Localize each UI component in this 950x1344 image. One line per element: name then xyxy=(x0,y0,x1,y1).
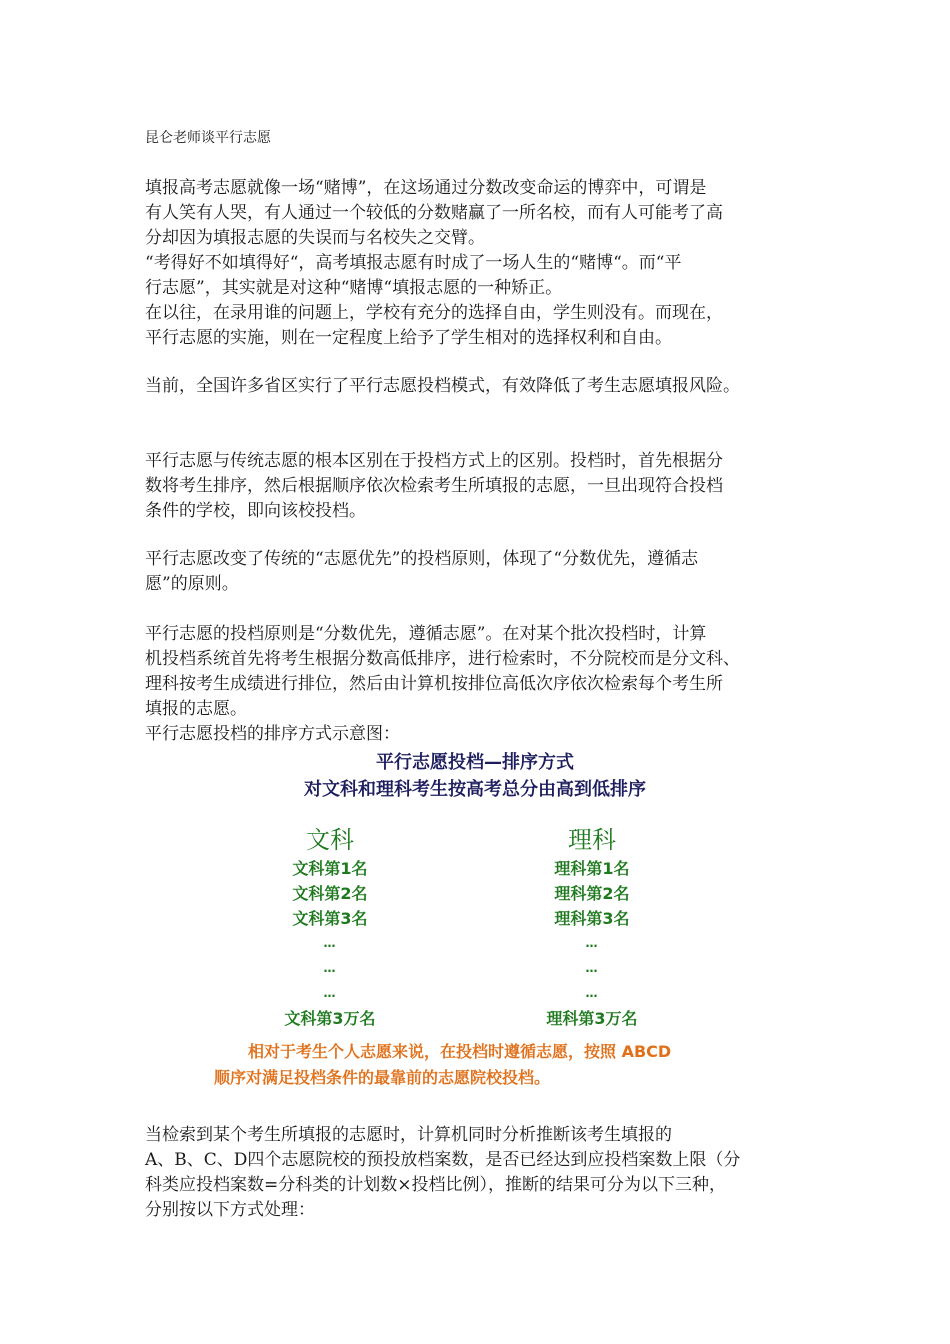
text-line: 科类应投档案数=分科类的计划数×投档比例），推断的结果可分为以下三种， xyxy=(145,1175,726,1195)
text-line: A、B、C、D四个志愿院校的预投放档案数，是否已经达到应投档案数上限（分 xyxy=(145,1150,741,1170)
text-line: 填报的志愿。 xyxy=(145,699,247,719)
column-header: 文科 xyxy=(306,826,354,854)
text-line: 平行志愿投档的排序方式示意图： xyxy=(145,724,400,744)
diagram-title: 平行志愿投档—排序方式 xyxy=(376,752,574,773)
diagram-note-line1: 相对于考生个人志愿来说，在投档时遵循志愿，按照 ABCD xyxy=(248,1042,672,1061)
rank-row: 理科第3名 xyxy=(554,909,630,928)
text-line: 当检索到某个考生所填报的志愿时，计算机同时分析推断该考生填报的 xyxy=(145,1125,672,1145)
text-line: 平行志愿与传统志愿的根本区别在于投档方式上的区别。投档时，首先根据分 xyxy=(145,451,723,471)
text-line: 分却因为填报志愿的失误而与名校失之交臂。 xyxy=(145,228,485,248)
text-line: 平行志愿的投档原则是“分数优先，遵循志愿”。在对某个批次投档时，计算 xyxy=(145,624,707,644)
text-line: 条件的学校，即向该校投档。 xyxy=(145,501,366,521)
rank-row: 文科第2名 xyxy=(292,884,368,903)
sorting-diagram xyxy=(210,750,770,1090)
text-line: “考得好不如填得好“，高考填报志愿有时成了一场人生的“赌博“。而“平 xyxy=(145,253,682,273)
science-column xyxy=(517,824,667,1031)
rank-row: 文科第3名 xyxy=(292,909,368,928)
text-line: 在以往，在录用谁的问题上，学校有充分的选择自由，学生则没有。而现在， xyxy=(145,303,723,323)
liberal-arts-column xyxy=(255,824,405,1031)
paragraph-intro xyxy=(145,176,813,351)
diagram-subtitle: 对文科和理科考生按高考总分由高到低排序 xyxy=(304,779,646,800)
text-line: 平行志愿改变了传统的“志愿优先”的投档原则，体现了“分数优先，遵循志 xyxy=(145,549,699,569)
ellipsis-row: … xyxy=(323,986,337,1000)
text-line: 愿”的原则。 xyxy=(145,574,239,594)
ellipsis-row: … xyxy=(323,936,337,950)
text-line: 平行志愿的实施，则在一定程度上给予了学生相对的选择权利和自由。 xyxy=(145,328,672,348)
ellipsis-row: … xyxy=(585,986,599,1000)
paragraph-retrieval xyxy=(145,1123,813,1223)
column-header: 理科 xyxy=(568,826,616,854)
document-title: 昆仑老师谈平行志愿 xyxy=(145,130,271,146)
rank-row: 理科第1名 xyxy=(554,859,630,878)
ellipsis-row: … xyxy=(585,936,599,950)
ellipsis-row: … xyxy=(585,961,599,975)
text-line: 机投档系统首先将考生根据分数高低排序，进行检索时，不分院校而是分文科、 xyxy=(145,649,740,669)
diagram-note-line2: 顺序对满足投档条件的最靠前的志愿院校投档。 xyxy=(214,1068,551,1087)
text-line: 理科按考生成绩进行排位，然后由计算机按排位高低次序依次检索每个考生所 xyxy=(145,674,723,694)
text-line: 当前，全国许多省区实行了平行志愿投档模式，有效降低了考生志愿填报风险。 xyxy=(145,376,740,396)
rank-row: 理科第3万名 xyxy=(546,1009,638,1028)
paragraph-principle xyxy=(145,622,813,747)
rank-row: 文科第1名 xyxy=(292,859,368,878)
text-line: 行志愿”，其实就是对这种“赌博“填报志愿的一种矫正。 xyxy=(145,278,563,298)
paragraph-difference xyxy=(145,449,813,524)
paragraph-current xyxy=(145,374,813,399)
text-line: 填报高考志愿就像一场“赌博”，在这场通过分数改变命运的博弈中，可谓是 xyxy=(145,178,707,198)
text-line: 数将考生排序，然后根据顺序依次检索考生所填报的志愿，一旦出现符合投档 xyxy=(145,476,723,496)
ellipsis-row: … xyxy=(323,961,337,975)
rank-row: 文科第3万名 xyxy=(284,1009,376,1028)
text-line: 有人笑有人哭，有人通过一个较低的分数赌赢了一所名校，而有人可能考了高 xyxy=(145,203,723,223)
text-line: 分别按以下方式处理： xyxy=(145,1200,315,1220)
paragraph-principle-change xyxy=(145,547,813,597)
rank-row: 理科第2名 xyxy=(554,884,630,903)
